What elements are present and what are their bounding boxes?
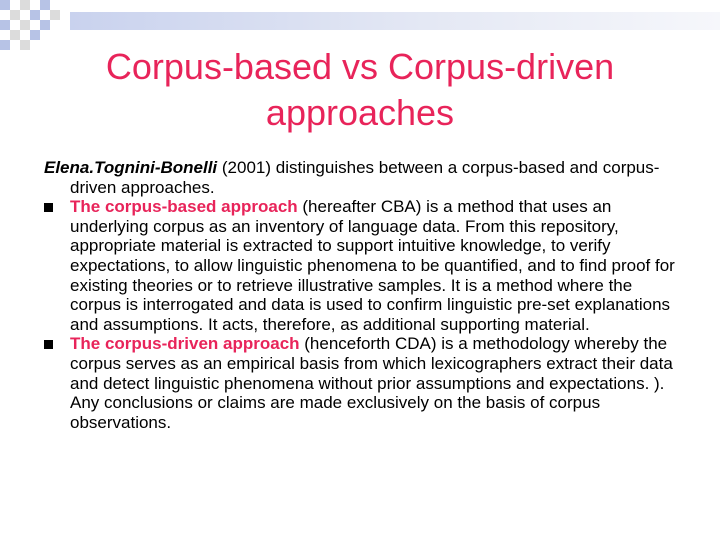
bullet-term: The corpus-based approach	[70, 197, 298, 217]
slide-title-line-1: Corpus-based vs Corpus-driven	[105, 46, 615, 87]
bullet-corpus-driven	[44, 334, 684, 432]
bullet-text: (henceforth CDA) is a methodology whereby the corpus serves as an empirical basis from which lexicographers extract their data and detect linguistic phenomena without prior assumptions and expectations. ). Any conclusions or claims are made exclusively on the basis of corpus observations.	[70, 334, 673, 432]
author-name: Elena.Tognini-Bonelli	[44, 158, 218, 177]
bullet-term: The corpus-driven approach	[70, 334, 300, 354]
square-bullet-icon	[44, 340, 53, 349]
intro-paragraph	[44, 158, 684, 197]
square-bullet-icon	[44, 203, 53, 212]
bullet-text: (hereafter CBA) is a method that uses an underlying corpus as an inventory of language data. From this repository, appropriate material is extracted to support intuitive knowledge, to verify expectations, to allow linguistic phenomena to be quantified, and to find proof for existing theories or to retrieve illustrative samples. It is a method where the corpus is interrogated and data is used to confirm linguistic pre-set explanations and assumptions. It acts, therefore, as additional supporting material.	[70, 197, 675, 334]
slide-title	[40, 44, 680, 136]
slide-body	[44, 158, 684, 432]
intro-text: (2001) distinguishes between a corpus-based and corpus-driven approaches.	[70, 158, 660, 197]
slide-title-line-2: approaches	[265, 92, 455, 133]
bullet-corpus-based	[44, 197, 684, 334]
